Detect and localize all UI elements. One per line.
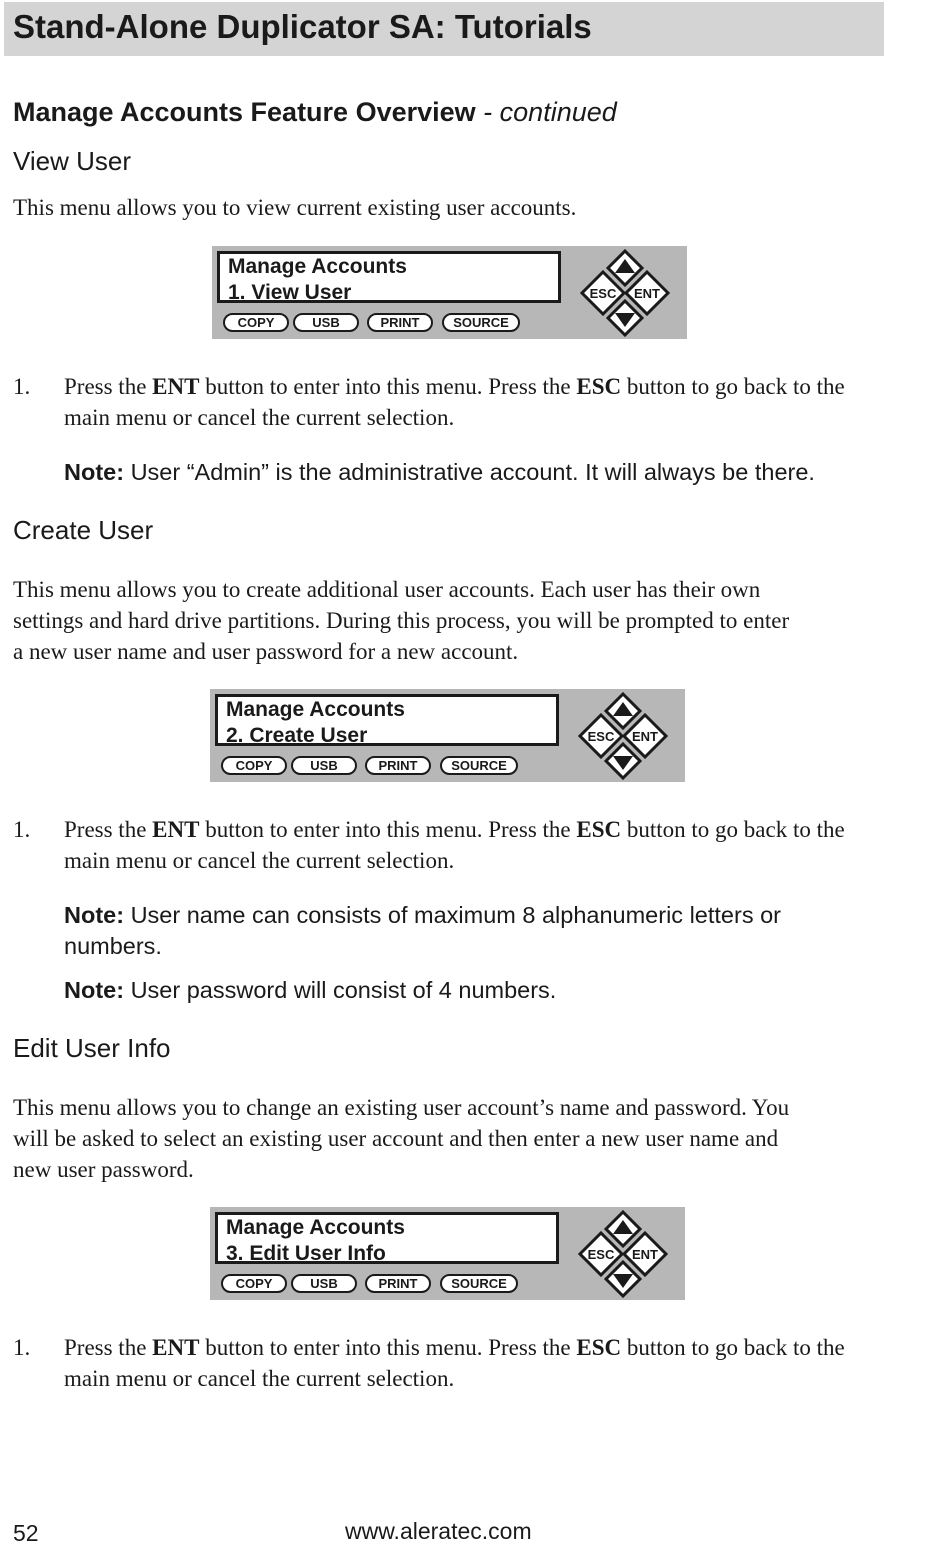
- step-text-part: button to go back to the main menu or cancel the current selection.: [64, 817, 845, 873]
- step-text-part: button to go back to the main menu or cancel the current selection.: [64, 1335, 845, 1391]
- source-button[interactable]: SOURCE: [442, 313, 520, 332]
- lcd-line-2: 2. Create User: [226, 724, 368, 747]
- ent-keyword: ENT: [152, 1335, 200, 1360]
- create-user-heading: Create User: [13, 515, 154, 545]
- section-title-text: Manage Accounts Feature Overview: [13, 97, 476, 127]
- note-text: User name can consists of maximum 8 alphanumeric letters or: [124, 902, 781, 928]
- edit-user-intro: [13, 1092, 789, 1185]
- step-number: 1.: [13, 374, 31, 399]
- lcd-panel-create-user: [210, 689, 685, 782]
- section-continued: - continued: [483, 97, 617, 127]
- print-button[interactable]: PRINT: [367, 313, 433, 332]
- step-text: [64, 371, 894, 433]
- step-text: [64, 814, 894, 876]
- ent-label: ENT: [632, 1247, 658, 1262]
- lcd-panel-view-user: [212, 246, 687, 339]
- step-text-part: button to enter into this menu. Press the: [199, 374, 577, 399]
- step-text-part: Press the: [64, 374, 153, 399]
- ent-keyword: ENT: [152, 817, 200, 842]
- usb-button[interactable]: USB: [291, 756, 357, 775]
- esc-label: ESC: [589, 286, 617, 301]
- lcd-line-1: Manage Accounts: [228, 255, 407, 278]
- lcd-line-2: 3. Edit User Info: [226, 1242, 386, 1265]
- step-text-part: button to enter into this menu. Press the: [199, 817, 577, 842]
- step-text: [64, 1332, 894, 1394]
- note-label: Note:: [64, 459, 125, 485]
- print-button[interactable]: PRINT: [365, 756, 431, 775]
- page-number: 52: [13, 1520, 39, 1546]
- lcd-line-1: Manage Accounts: [226, 1216, 405, 1239]
- source-button[interactable]: SOURCE: [440, 756, 518, 775]
- note-text: numbers.: [64, 933, 162, 959]
- view-user-step: [13, 371, 883, 433]
- create-user-intro: [13, 574, 789, 667]
- lcd-screen: [215, 1212, 559, 1264]
- intro-line: This menu allows you to create additional user accounts. Each user has their own: [13, 577, 761, 602]
- usb-button[interactable]: USB: [291, 1274, 357, 1293]
- ent-label: ENT: [634, 286, 660, 301]
- page-title: Stand-Alone Duplicator SA: Tutorials: [13, 8, 592, 45]
- esc-keyword: ESC: [576, 1335, 622, 1360]
- note-text: User “Admin” is the administrative account. It will always be there.: [124, 459, 815, 485]
- intro-line: new user password.: [13, 1157, 194, 1182]
- copy-button[interactable]: COPY: [223, 313, 289, 332]
- note-text: User password will consist of 4 numbers.: [124, 977, 557, 1003]
- edit-user-step: [13, 1332, 883, 1394]
- copy-button[interactable]: COPY: [221, 756, 287, 775]
- create-user-step: [13, 814, 883, 876]
- intro-line: a new user name and user password for a new account.: [13, 639, 519, 664]
- navigation-pad: [580, 248, 670, 338]
- lcd-screen: [217, 251, 561, 303]
- esc-label: ESC: [587, 1247, 615, 1262]
- lcd-screen: [215, 694, 559, 746]
- create-user-note-1: [64, 900, 781, 962]
- lcd-panel-edit-user: [210, 1207, 685, 1300]
- ent-label: ENT: [632, 729, 658, 744]
- step-text-part: button to go back to the main menu or cancel the current selection.: [64, 374, 845, 430]
- step-text-part: button to enter into this menu. Press the: [199, 1335, 577, 1360]
- step-text-part: Press the: [64, 1335, 153, 1360]
- section-title: [13, 97, 617, 128]
- esc-label: ESC: [587, 729, 615, 744]
- print-button[interactable]: PRINT: [365, 1274, 431, 1293]
- step-number: 1.: [13, 1335, 31, 1360]
- view-user-intro: This menu allows you to view current existing user accounts.: [13, 195, 577, 220]
- ent-keyword: ENT: [152, 374, 200, 399]
- intro-line: This menu allows you to change an existing user account’s name and password. You: [13, 1095, 790, 1120]
- lcd-line-2: 1. View User: [228, 281, 352, 304]
- step-number: 1.: [13, 817, 31, 842]
- source-button[interactable]: SOURCE: [440, 1274, 518, 1293]
- intro-line: settings and hard drive partitions. During this process, you will be prompted to enter: [13, 608, 790, 633]
- view-user-heading: View User: [13, 146, 132, 176]
- create-user-note-2: [64, 975, 556, 1006]
- note-label: Note:: [64, 902, 125, 928]
- edit-user-heading: Edit User Info: [13, 1033, 171, 1063]
- esc-keyword: ESC: [576, 374, 622, 399]
- navigation-pad: [578, 1209, 668, 1299]
- view-user-note: [64, 457, 815, 488]
- lcd-line-1: Manage Accounts: [226, 698, 405, 721]
- step-text-part: Press the: [64, 817, 153, 842]
- intro-line: will be asked to select an existing user account and then enter a new user name and: [13, 1126, 779, 1151]
- esc-keyword: ESC: [576, 817, 622, 842]
- copy-button[interactable]: COPY: [221, 1274, 287, 1293]
- usb-button[interactable]: USB: [293, 313, 359, 332]
- note-label: Note:: [64, 977, 125, 1003]
- navigation-pad: [578, 691, 668, 781]
- footer-url[interactable]: www.aleratec.com: [345, 1518, 532, 1544]
